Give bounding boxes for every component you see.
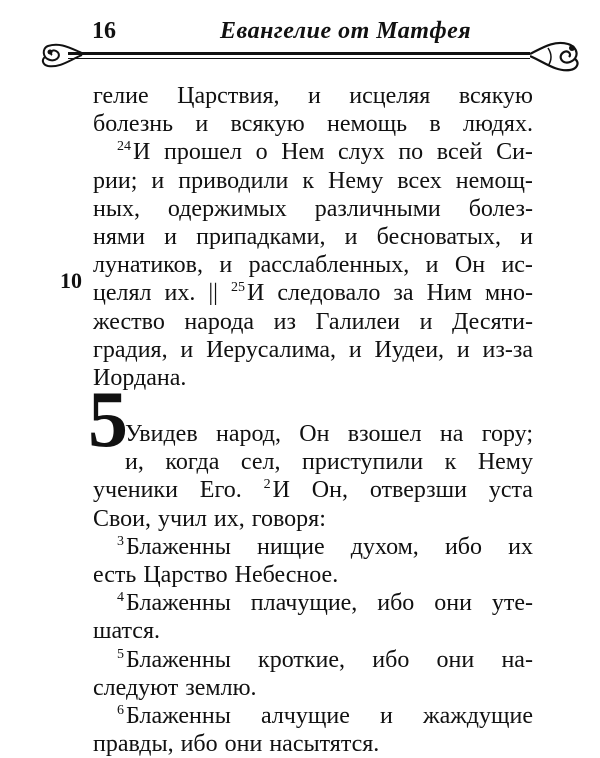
header-rule-thin [68, 58, 530, 59]
running-header [40, 18, 580, 68]
text-line: рии; и приводили к Нему всех немощ- [93, 167, 533, 194]
text-line: жество народа из Галилеи и Десяти- [93, 308, 533, 335]
text-line: целял их. || $^{25}$И следовало за Ним мно- [93, 280, 533, 307]
verse-number: 5 [117, 646, 124, 662]
left-ornament-icon [40, 38, 84, 72]
text-block-chapter-4 [93, 82, 533, 392]
text-line: $^3$Блаженны нищие духом, ибо их [117, 533, 533, 560]
text-line: $^4$Блаженны плачущие, ибо они уте- [117, 590, 533, 617]
text-line: $^6$Блаженны алчущие и жаждущие [117, 702, 533, 729]
page-number: 16 [92, 18, 116, 44]
chapter-number: 5 [88, 376, 128, 464]
text-line: Увидев народ, Он взошел на гору; [125, 421, 533, 448]
text-line: нями и припадками, и бесноватых, и [93, 223, 533, 250]
text-line: правды, ибо они насытятся. [93, 731, 380, 758]
text-line: болезнь и всякую немощь в людях. [93, 111, 533, 138]
text-line: гелие Царствия, и исцеляя всякую [93, 83, 533, 109]
verse-number: 2 [263, 477, 271, 493]
header-rule [68, 52, 530, 55]
text-line: шатся. [93, 618, 160, 645]
margin-reading-number: 10 [60, 268, 82, 293]
verse-number: 25 [231, 280, 245, 296]
chapter-gap [93, 392, 533, 420]
text-line: ных, одержимых различными болез- [93, 195, 533, 222]
text-line: и, когда сел, приступили к Нему [125, 449, 533, 476]
verse-number: 6 [117, 702, 124, 718]
text-line: следуют землю. [93, 674, 257, 701]
text-line: Свои, учил их, говоря: [93, 505, 326, 532]
text-block-chapter-5 [93, 420, 533, 758]
text-line: ученики Его. $^2$И Он, отверзши уста [93, 477, 533, 504]
verse-number: 4 [117, 590, 124, 606]
scripture-text [93, 82, 533, 758]
verse-number: 3 [117, 533, 124, 549]
verse-number: 24 [117, 139, 131, 155]
text-line: лунатиков, и расслабленных, и Он ис- [93, 252, 533, 279]
text-line: есть Царство Небесное. [93, 562, 339, 588]
text-line: градия, и Иерусалима, и Иудеи, и из-за [93, 336, 533, 363]
book-title: Евангелие от Матфея [220, 18, 472, 44]
text-line: Иордана. [93, 364, 187, 391]
right-ornament-icon [530, 38, 582, 78]
text-line: $^{24}$И прошел о Нем слух по всей Си- [117, 139, 533, 166]
text-line: $^5$Блаженны кроткие, ибо они на- [117, 646, 533, 673]
